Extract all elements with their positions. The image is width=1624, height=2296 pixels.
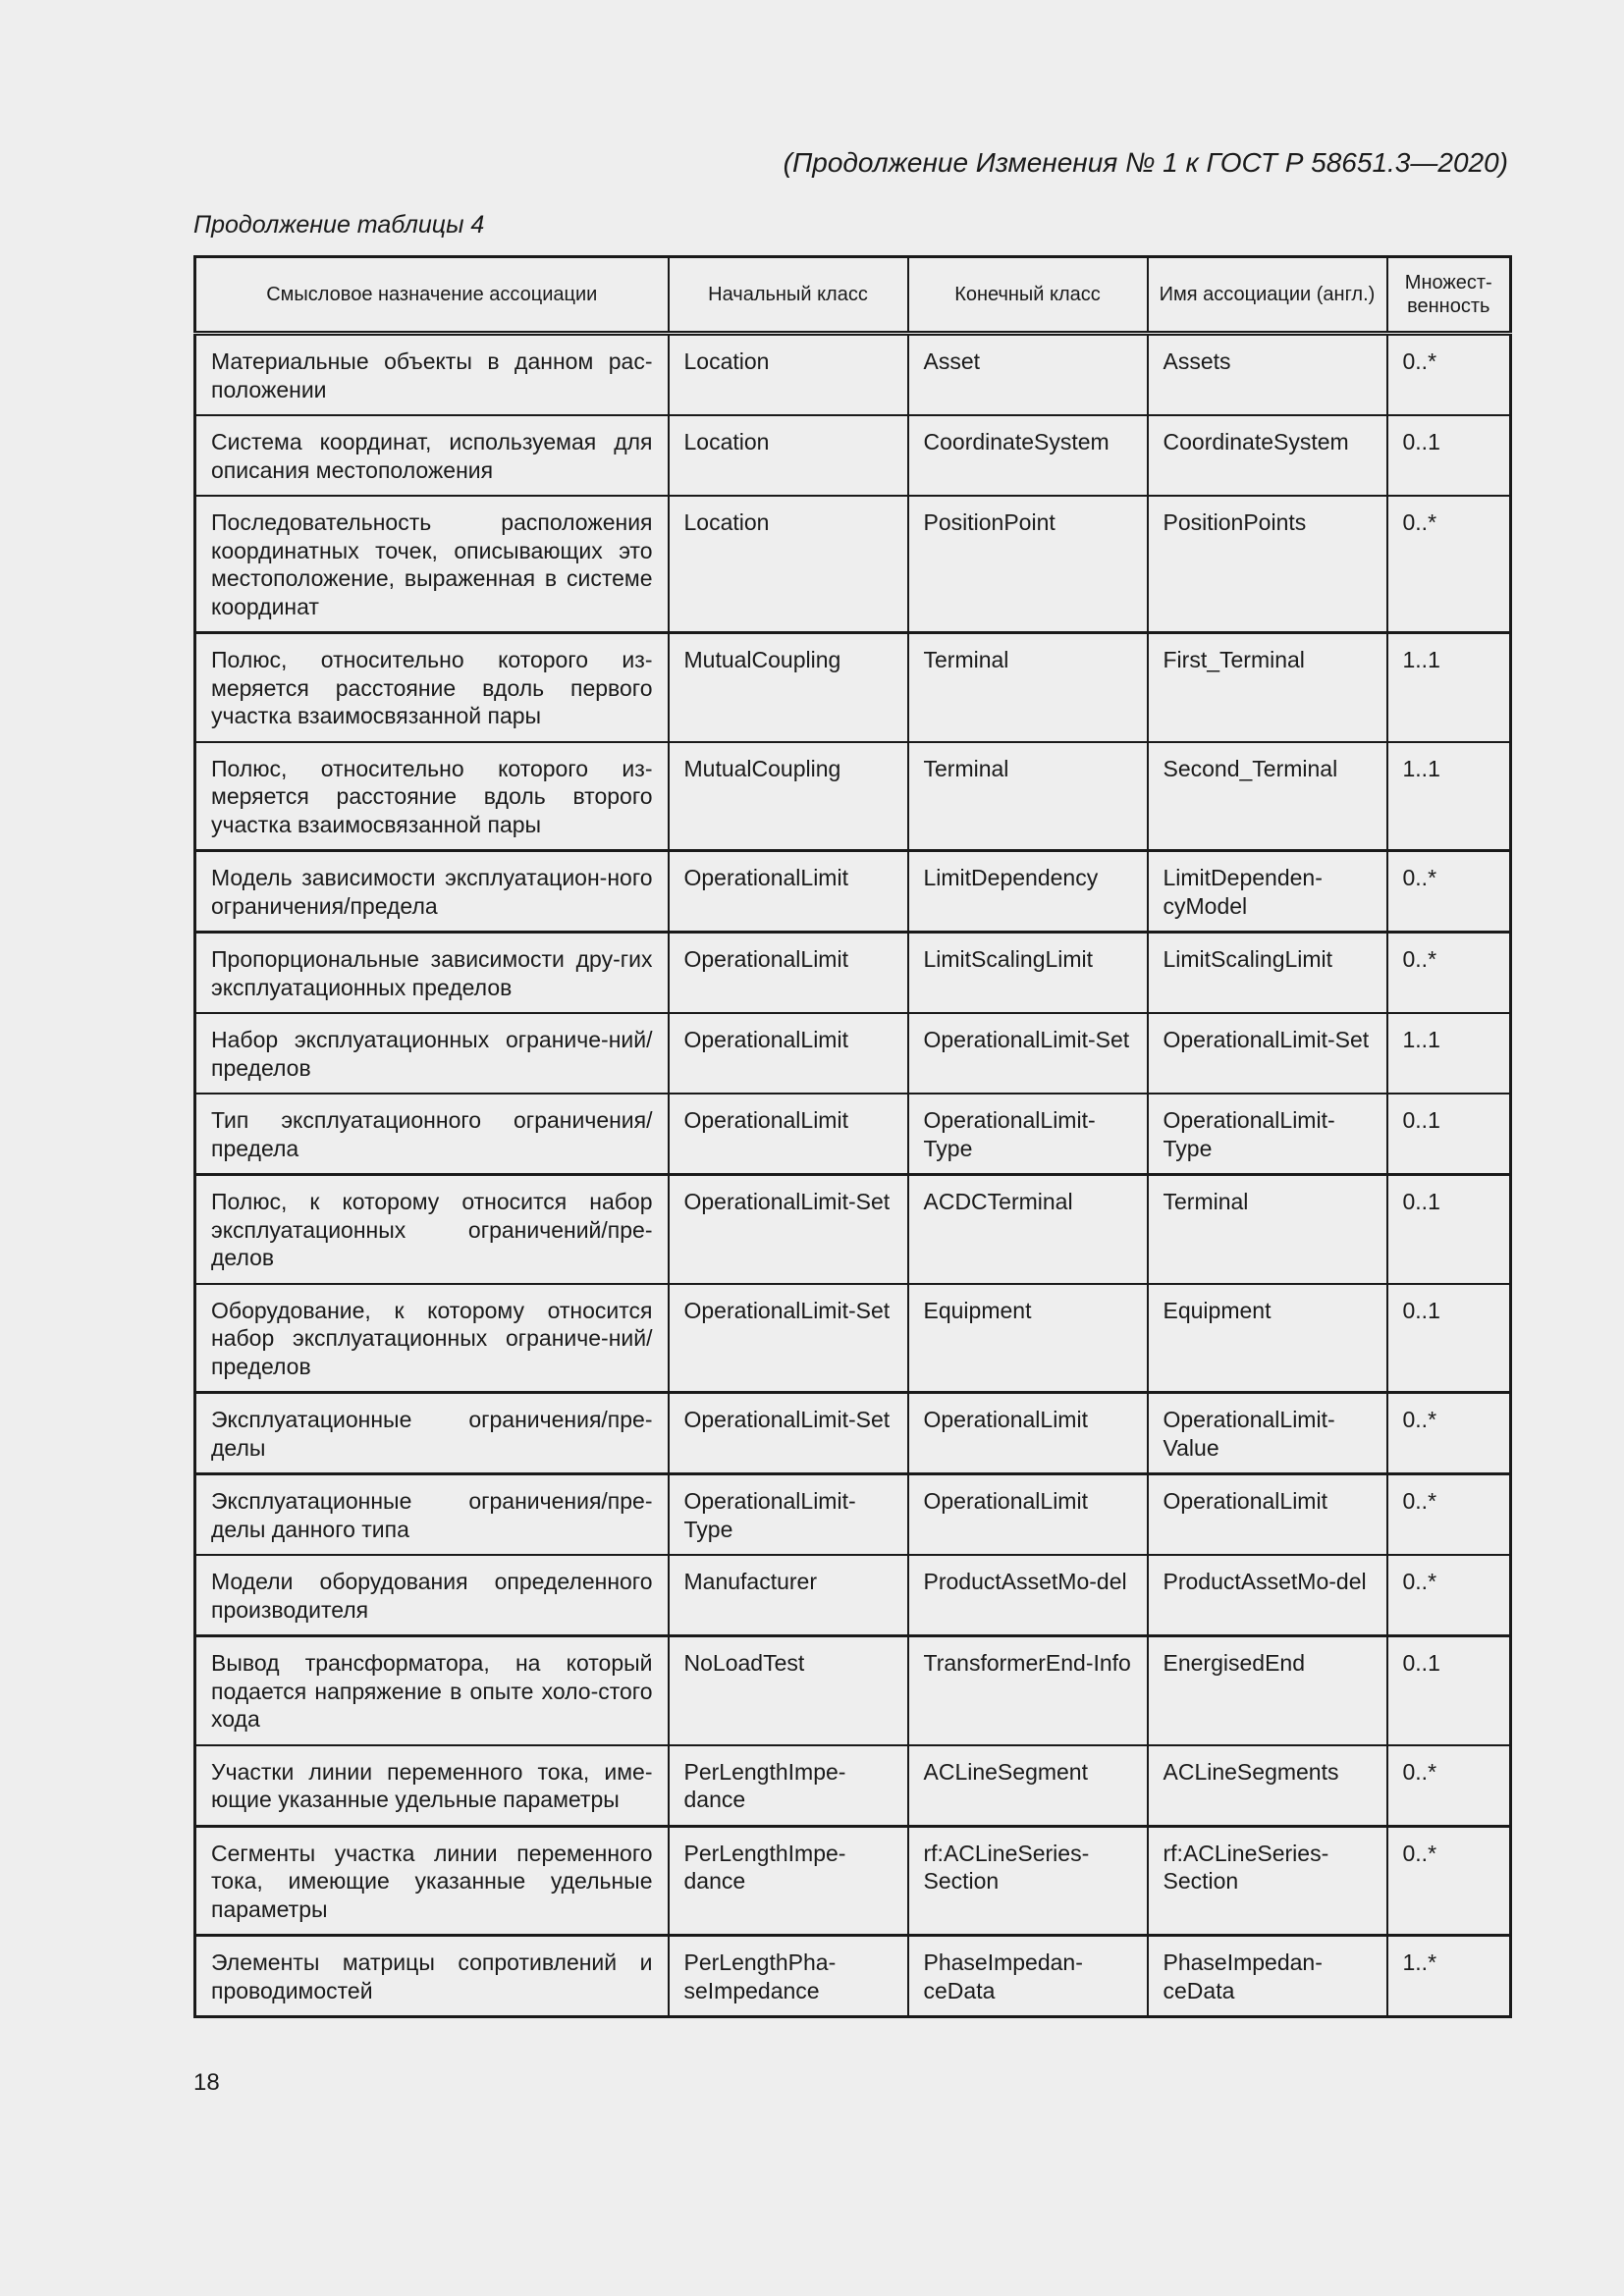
cell-end-class: PhaseImpedan-ceData — [908, 1936, 1148, 2017]
table-row — [195, 1745, 1511, 1827]
table-row — [195, 633, 1511, 742]
cell-start-class: PerLengthPha-seImpedance — [669, 1936, 908, 2017]
cell-description: Эксплуатационные ограничения/пре-делы данного типа — [195, 1474, 669, 1556]
column-header-multiplicity: Множест-венность — [1387, 257, 1511, 334]
cell-association-name: Second_Terminal — [1148, 742, 1387, 851]
cell-start-class: OperationalLimit — [669, 933, 908, 1014]
table-row — [195, 415, 1511, 496]
cell-end-class: TransformerEnd-Info — [908, 1636, 1148, 1745]
cell-start-class: PerLengthImpe-dance — [669, 1745, 908, 1827]
cell-association-name: PositionPoints — [1148, 496, 1387, 633]
cell-description: Участки линии переменного тока, име-ющие указанные удельные параметры — [195, 1745, 669, 1827]
cell-association-name: OperationalLimit-Type — [1148, 1094, 1387, 1175]
cell-description: Последовательность расположения координатных точек, описывающих это местоположение, выраженная в системе координат — [195, 496, 669, 633]
cell-end-class: ACDCTerminal — [908, 1175, 1148, 1284]
cell-description: Набор эксплуатационных ограниче-ний/пределов — [195, 1013, 669, 1094]
cell-association-name: rf:ACLineSeries-Section — [1148, 1826, 1387, 1936]
cell-association-name: CoordinateSystem — [1148, 415, 1387, 496]
cell-multiplicity: 0..* — [1387, 851, 1511, 933]
cell-start-class: OperationalLimit-Set — [669, 1175, 908, 1284]
table-row — [195, 742, 1511, 851]
table-row — [195, 1474, 1511, 1556]
cell-start-class: Location — [669, 415, 908, 496]
table-header — [195, 257, 1511, 334]
table-body — [195, 334, 1511, 2017]
page-header: (Продолжение Изменения № 1 к ГОСТ Р 58651.3—2020) — [783, 147, 1508, 178]
cell-start-class: NoLoadTest — [669, 1636, 908, 1745]
cell-description: Модель зависимости эксплуатацион-ного ограничения/предела — [195, 851, 669, 933]
cell-association-name: First_Terminal — [1148, 633, 1387, 742]
column-header-end-class: Конечный класс — [908, 257, 1148, 334]
cell-association-name: LimitDependen-cyModel — [1148, 851, 1387, 933]
table-caption: Продолжение таблицы 4 — [193, 211, 485, 239]
cell-association-name: OperationalLimit-Set — [1148, 1013, 1387, 1094]
cell-multiplicity: 0..* — [1387, 1826, 1511, 1936]
cell-multiplicity: 0..1 — [1387, 415, 1511, 496]
column-header-start-class: Начальный класс — [669, 257, 908, 334]
cell-association-name: LimitScalingLimit — [1148, 933, 1387, 1014]
cell-multiplicity: 0..* — [1387, 334, 1511, 416]
table-row — [195, 933, 1511, 1014]
cell-end-class: LimitDependency — [908, 851, 1148, 933]
cell-description: Тип эксплуатационного ограничения/ предела — [195, 1094, 669, 1175]
cell-end-class: OperationalLimit — [908, 1393, 1148, 1474]
cell-description: Модели оборудования определенного производителя — [195, 1555, 669, 1636]
cell-multiplicity: 0..* — [1387, 1474, 1511, 1556]
cell-end-class: CoordinateSystem — [908, 415, 1148, 496]
cell-description: Эксплуатационные ограничения/пре-делы — [195, 1393, 669, 1474]
cell-start-class: OperationalLimit-Type — [669, 1474, 908, 1556]
cell-description: Полюс, относительно которого из-меряется расстояние вдоль второго участка взаимосвязанной пары — [195, 742, 669, 851]
cell-end-class: OperationalLimit — [908, 1474, 1148, 1556]
cell-description: Полюс, к которому относится набор эксплуатационных ограничений/пре-делов — [195, 1175, 669, 1284]
cell-end-class: Terminal — [908, 742, 1148, 851]
cell-association-name: OperationalLimit-Value — [1148, 1393, 1387, 1474]
cell-association-name: ACLineSegments — [1148, 1745, 1387, 1827]
cell-multiplicity: 0..1 — [1387, 1175, 1511, 1284]
cell-description: Вывод трансформатора, на который подается напряжение в опыте холо-стого хода — [195, 1636, 669, 1745]
cell-end-class: rf:ACLineSeries-Section — [908, 1826, 1148, 1936]
cell-start-class: OperationalLimit — [669, 1013, 908, 1094]
cell-start-class: Location — [669, 334, 908, 416]
cell-description: Материальные объекты в данном рас-положении — [195, 334, 669, 416]
column-header-description: Смысловое назначение ассоциации — [195, 257, 669, 334]
cell-multiplicity: 1..* — [1387, 1936, 1511, 2017]
associations-table — [193, 255, 1512, 2018]
cell-description: Сегменты участка линии переменного тока, имеющие указанные удельные параметры — [195, 1826, 669, 1936]
cell-association-name: PhaseImpedan-ceData — [1148, 1936, 1387, 2017]
cell-multiplicity: 0..* — [1387, 933, 1511, 1014]
cell-end-class: PositionPoint — [908, 496, 1148, 633]
cell-end-class: LimitScalingLimit — [908, 933, 1148, 1014]
cell-end-class: ACLineSegment — [908, 1745, 1148, 1827]
cell-multiplicity: 0..* — [1387, 1393, 1511, 1474]
cell-start-class: Manufacturer — [669, 1555, 908, 1636]
cell-association-name: ProductAssetMo-del — [1148, 1555, 1387, 1636]
cell-multiplicity: 0..1 — [1387, 1636, 1511, 1745]
cell-end-class: OperationalLimit-Type — [908, 1094, 1148, 1175]
header-row — [195, 257, 1511, 334]
cell-description: Оборудование, к которому относится набор эксплуатационных ограниче-ний/пределов — [195, 1284, 669, 1393]
cell-association-name: OperationalLimit — [1148, 1474, 1387, 1556]
table-row — [195, 1284, 1511, 1393]
cell-multiplicity: 1..1 — [1387, 633, 1511, 742]
cell-multiplicity: 0..* — [1387, 1745, 1511, 1827]
cell-end-class: Equipment — [908, 1284, 1148, 1393]
cell-description: Пропорциональные зависимости дру-гих эксплуатационных пределов — [195, 933, 669, 1014]
column-header-association-name: Имя ассоциации (англ.) — [1148, 257, 1387, 334]
cell-end-class: OperationalLimit-Set — [908, 1013, 1148, 1094]
cell-start-class: MutualCoupling — [669, 742, 908, 851]
cell-association-name: EnergisedEnd — [1148, 1636, 1387, 1745]
page-number: 18 — [193, 2069, 220, 2096]
cell-start-class: Location — [669, 496, 908, 633]
cell-description: Полюс, относительно которого из-меряется расстояние вдоль первого участка взаимосвязанной пары — [195, 633, 669, 742]
cell-start-class: OperationalLimit-Set — [669, 1393, 908, 1474]
table-row — [195, 1555, 1511, 1636]
cell-multiplicity: 0..1 — [1387, 1094, 1511, 1175]
cell-end-class: ProductAssetMo-del — [908, 1555, 1148, 1636]
cell-multiplicity: 1..1 — [1387, 1013, 1511, 1094]
cell-association-name: Assets — [1148, 334, 1387, 416]
cell-start-class: OperationalLimit-Set — [669, 1284, 908, 1393]
cell-end-class: Asset — [908, 334, 1148, 416]
table-row — [195, 1393, 1511, 1474]
table-row — [195, 851, 1511, 933]
cell-multiplicity: 0..* — [1387, 1555, 1511, 1636]
cell-multiplicity: 0..1 — [1387, 1284, 1511, 1393]
cell-description: Система координат, используемая для описания местоположения — [195, 415, 669, 496]
cell-association-name: Terminal — [1148, 1175, 1387, 1284]
table-row — [195, 1094, 1511, 1175]
table-row — [195, 1013, 1511, 1094]
cell-start-class: OperationalLimit — [669, 1094, 908, 1175]
cell-association-name: Equipment — [1148, 1284, 1387, 1393]
table-row — [195, 334, 1511, 416]
cell-end-class: Terminal — [908, 633, 1148, 742]
table-row — [195, 1175, 1511, 1284]
cell-multiplicity: 1..1 — [1387, 742, 1511, 851]
cell-description: Элементы матрицы сопротивлений и проводимостей — [195, 1936, 669, 2017]
table-row — [195, 1936, 1511, 2017]
cell-multiplicity: 0..* — [1387, 496, 1511, 633]
table-row — [195, 1826, 1511, 1936]
table-row — [195, 496, 1511, 633]
cell-start-class: OperationalLimit — [669, 851, 908, 933]
cell-start-class: MutualCoupling — [669, 633, 908, 742]
table-row — [195, 1636, 1511, 1745]
cell-start-class: PerLengthImpe-dance — [669, 1826, 908, 1936]
